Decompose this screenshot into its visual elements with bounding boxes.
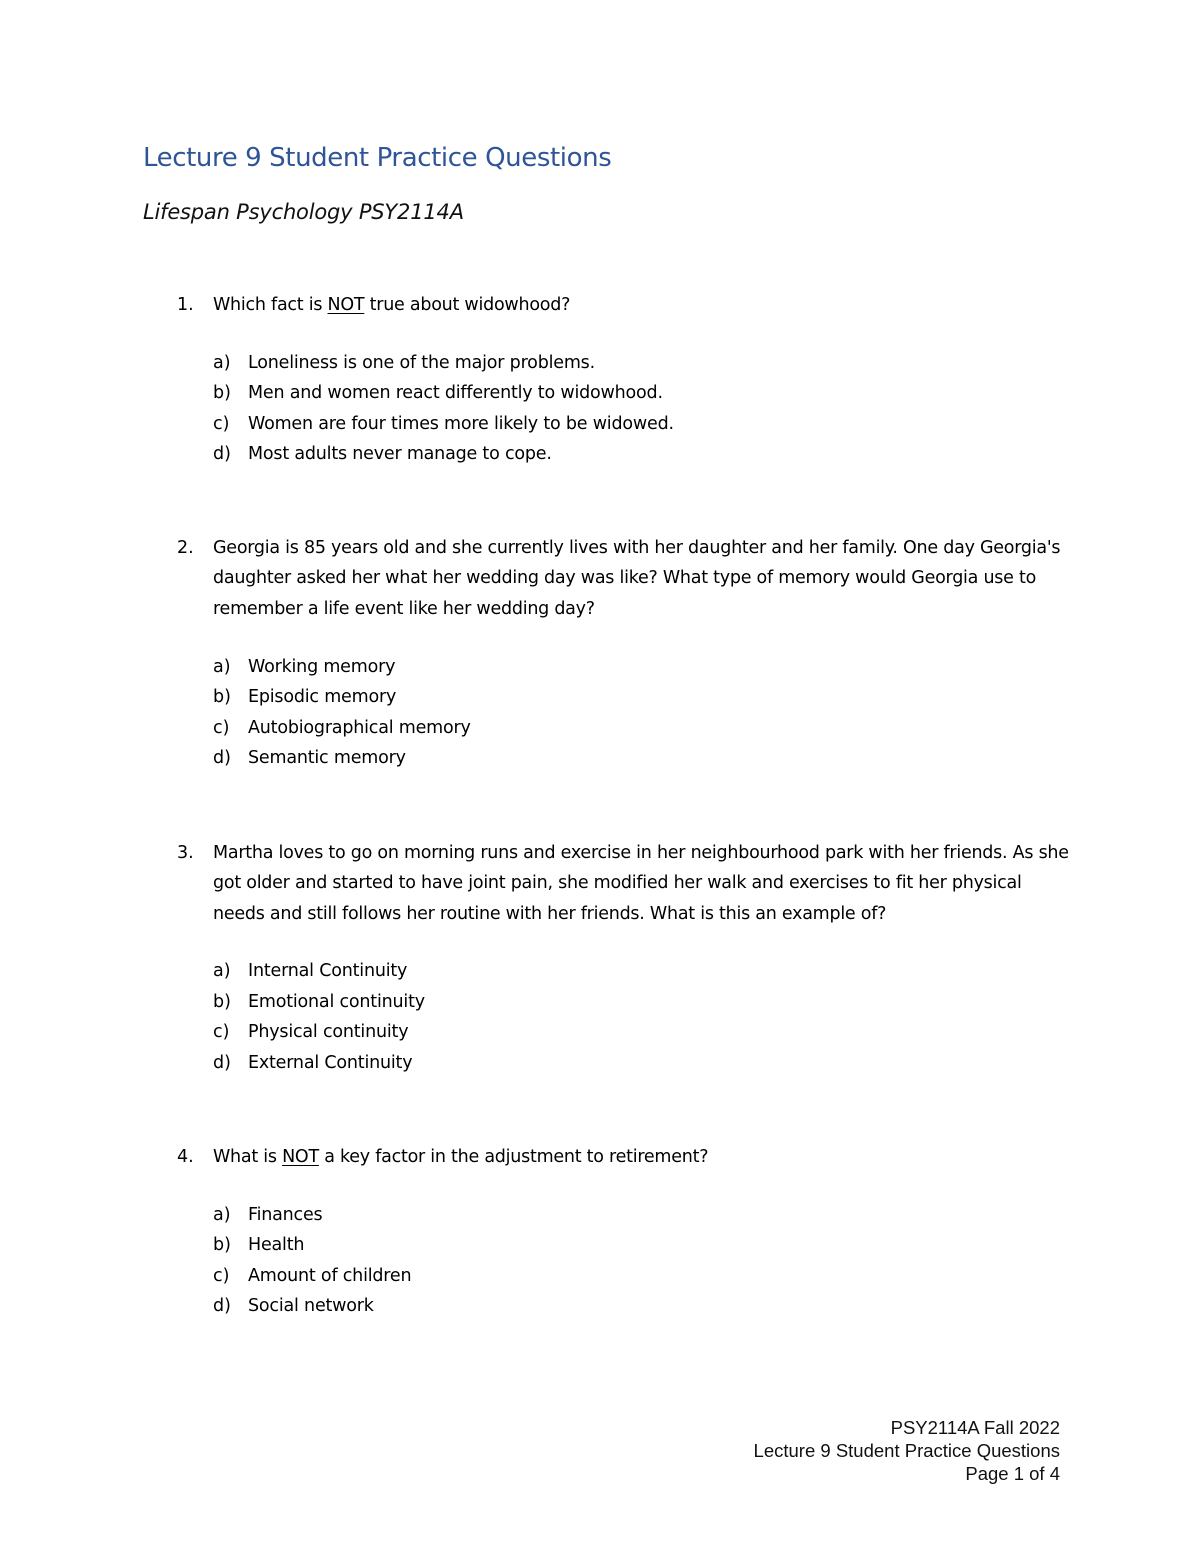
option-letter: a) bbox=[213, 353, 231, 373]
option-text: Social network bbox=[248, 1296, 374, 1316]
document-title: Lecture 9 Student Practice Questions bbox=[143, 143, 612, 173]
option-letter: a) bbox=[213, 961, 231, 981]
answer-option-c bbox=[0, 1266, 1200, 1296]
option-text: External Continuity bbox=[248, 1053, 413, 1073]
footer-course: PSY2114A Fall 2022 bbox=[890, 1417, 1060, 1438]
option-letter: a) bbox=[213, 657, 231, 677]
option-text: Most adults never manage to cope. bbox=[248, 444, 552, 464]
option-text: Finances bbox=[248, 1205, 323, 1225]
answer-option-c bbox=[0, 1022, 1200, 1052]
option-letter: b) bbox=[213, 1235, 231, 1255]
option-letter: b) bbox=[213, 992, 231, 1012]
question-number: 2. bbox=[177, 538, 194, 558]
footer-document-title: Lecture 9 Student Practice Questions bbox=[753, 1440, 1060, 1461]
option-letter: c) bbox=[213, 718, 230, 738]
question-text: What is NOT a key factor in the adjustment to retirement? bbox=[213, 1147, 709, 1167]
answer-option-b bbox=[0, 687, 1200, 717]
option-text: Semantic memory bbox=[248, 748, 406, 768]
answer-option-c bbox=[0, 414, 1200, 444]
answer-option-b bbox=[0, 383, 1200, 413]
answer-option-a bbox=[0, 353, 1200, 383]
option-letter: d) bbox=[213, 1053, 231, 1073]
option-letter: d) bbox=[213, 444, 231, 464]
answer-option-a bbox=[0, 1205, 1200, 1235]
option-text: Women are four times more likely to be widowed. bbox=[248, 414, 674, 434]
question-text: Georgia is 85 years old and she currently lives with her daughter and her family. One day Georgia's daughter asked her what her wedding day was like? What type of memory would Georgia use to remember a life event like her wedding day? bbox=[213, 538, 1061, 619]
option-letter: a) bbox=[213, 1205, 231, 1225]
answer-option-a bbox=[0, 961, 1200, 991]
option-text: Emotional continuity bbox=[248, 992, 425, 1012]
option-letter: b) bbox=[213, 687, 231, 707]
option-text: Men and women react differently to widowhood. bbox=[248, 383, 663, 403]
answer-option-a bbox=[0, 657, 1200, 687]
option-text: Autobiographical memory bbox=[248, 718, 471, 738]
option-letter: b) bbox=[213, 383, 231, 403]
footer-page-number: Page 1 of 4 bbox=[965, 1463, 1060, 1484]
option-text: Physical continuity bbox=[248, 1022, 409, 1042]
question-number: 4. bbox=[177, 1147, 194, 1167]
emphasis-not: NOT bbox=[327, 295, 365, 315]
option-letter: c) bbox=[213, 414, 230, 434]
question-number: 3. bbox=[177, 843, 194, 863]
page-footer bbox=[754, 1416, 1060, 1485]
answer-option-d bbox=[0, 444, 1200, 474]
question-text: Martha loves to go on morning runs and exercise in her neighbourhood park with her friends. As she got older and started to have joint pain, she modified her walk and exercises to fit her physical needs and still follows her routine with her friends. What is this an example of? bbox=[213, 843, 1069, 924]
option-letter: d) bbox=[213, 1296, 231, 1316]
answer-option-d bbox=[0, 1053, 1200, 1083]
answer-option-b bbox=[0, 992, 1200, 1022]
option-text: Working memory bbox=[248, 657, 396, 677]
answer-option-d bbox=[0, 748, 1200, 778]
option-text: Internal Continuity bbox=[248, 961, 408, 981]
option-letter: c) bbox=[213, 1022, 230, 1042]
option-letter: d) bbox=[213, 748, 231, 768]
document-subtitle: Lifespan Psychology PSY2114A bbox=[143, 200, 464, 224]
question-text: Which fact is NOT true about widowhood? bbox=[213, 295, 571, 315]
option-text: Amount of children bbox=[248, 1266, 412, 1286]
answer-option-b bbox=[0, 1235, 1200, 1265]
answer-option-d bbox=[0, 1296, 1200, 1326]
question-number: 1. bbox=[177, 295, 194, 315]
option-letter: c) bbox=[213, 1266, 230, 1286]
option-text: Episodic memory bbox=[248, 687, 397, 707]
answer-option-c bbox=[0, 718, 1200, 748]
option-text: Loneliness is one of the major problems. bbox=[248, 353, 595, 373]
option-text: Health bbox=[248, 1235, 305, 1255]
emphasis-not: NOT bbox=[282, 1147, 319, 1167]
